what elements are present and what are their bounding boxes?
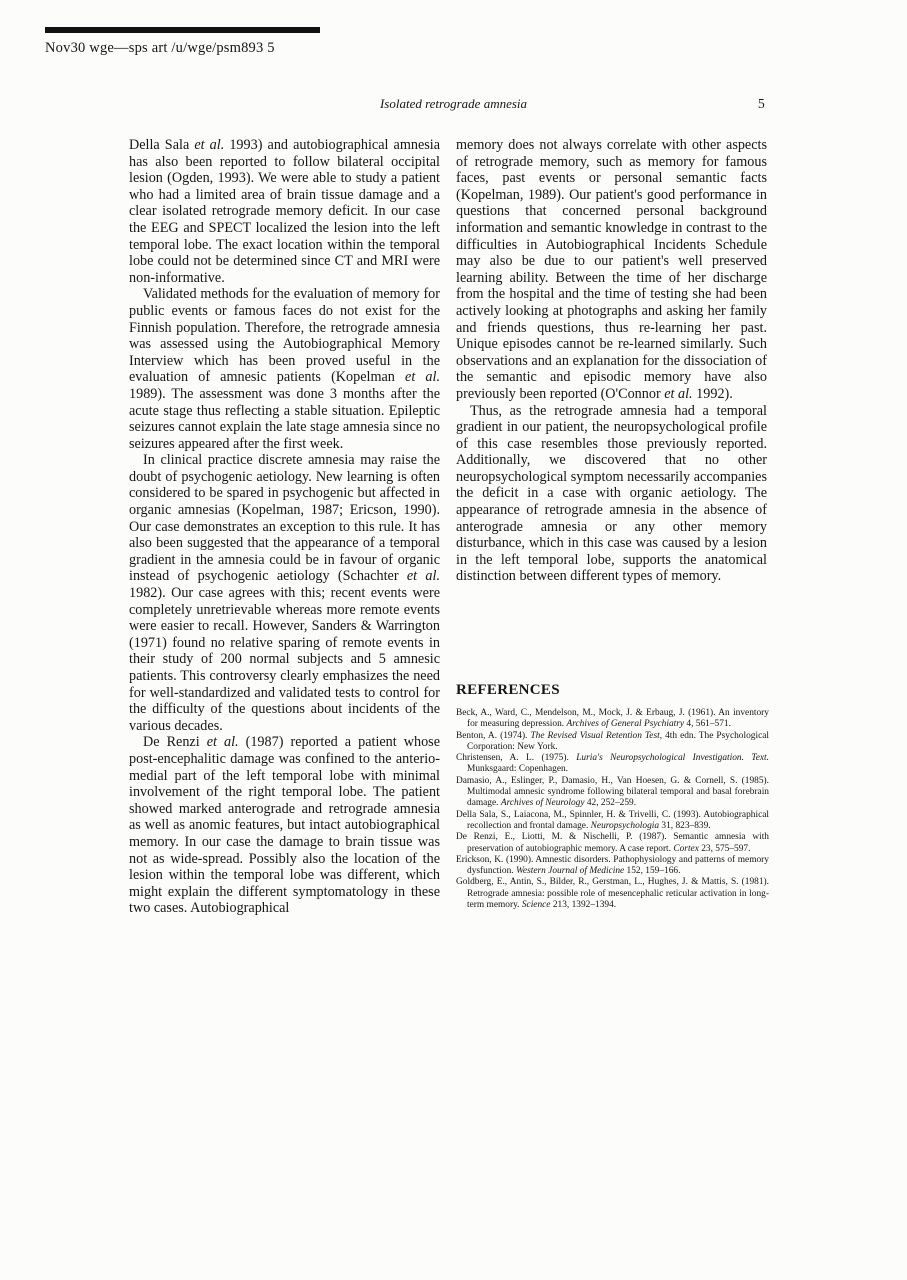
reference-text: 4, 561–571. xyxy=(684,719,731,730)
paragraph-italic-text: et al. xyxy=(194,137,225,153)
reference-text: 213, 1392–1394. xyxy=(550,900,617,911)
paragraph-text: memory does not always correlate with other aspects of retrograde memory, such as memory for famous faces, past events or personal semantic facts (Kopelman, 1989). Our patient's good performance in questions that concerned personal background information and semantic knowledge in contrast to the difficulties in Autobiographical Incidents Schedule may also be due to our patient's well preserved learning ability. Between the time of her discharge from the hospital and the time of testing she had been actively looking at photographs and asking her family and friends questions, thus re-learning her past. Unique episodes cannot be re-learned similarly. Such observations and an explanation for the dissociation of the semantic and episodic memory have also previously been reported (O'Connor xyxy=(456,137,767,402)
references-list xyxy=(456,708,769,911)
reference-italic-text: The Revised Visual Retention Test xyxy=(530,730,660,741)
reference-italic-text: Cortex xyxy=(673,843,699,854)
reference-entry xyxy=(456,877,769,911)
reference-text: Erickson, K. (1990). Amnestic disorders. Pathophysiology and patterns of memory dysfunction. xyxy=(456,854,769,877)
left-column xyxy=(129,137,440,917)
paragraph-text: Validated methods for the evaluation of memory for public events or famous faces do not exist for the Finnish population. Therefore, the retrograde amnesia was assessed using the Autobiographical Memory Interview which has been proved useful in the evaluation of amnesic patients (Kopelman xyxy=(129,286,440,386)
reference-text: , 4th edn. The Psychological Corporation: New York. xyxy=(467,730,769,752)
reference-entry xyxy=(456,731,769,754)
body-paragraph xyxy=(456,403,767,586)
paragraph-text: Thus, as the retrograde amnesia had a temporal gradient in our patient, the neuropsychological profile of this case resembles those previously reported. Additionally, we discovered that no other neuropsychological symptom necessarily accompanies the deficit in a case with organic aetiology. The appearance of retrograde amnesia in the absence of anterograde amnesia or any other memory disturbance, which in this case was caused by a lesion in the left temporal lobe, supports the anatomical distinction between different types of memory. xyxy=(456,402,767,585)
reference-text: Benton, A. (1974). xyxy=(456,730,531,741)
references-heading: REFERENCES xyxy=(456,682,560,698)
reference-entry xyxy=(456,810,769,833)
body-paragraph xyxy=(129,734,440,917)
reference-entry xyxy=(456,708,769,731)
body-paragraph xyxy=(129,286,440,452)
reference-text: Della Sala, S., Laiacona, M., Spinnler, H. & Trivelli, C. (1993). Autobiographical recollection and frontal damage. xyxy=(456,809,769,831)
reference-italic-text: Luria's Neuropsychological Investigation. Text. xyxy=(576,753,769,764)
reference-entry xyxy=(456,776,769,810)
reference-text: Beck, A., Ward, C., Mendelson, M., Mock, J. & Erbaug, J. (1961). An inventory for measuring depression. xyxy=(456,708,769,730)
paragraph-italic-text: et al. xyxy=(405,369,440,386)
file-path-header: Nov30 wge—sps art /u/wge/psm893 5 xyxy=(45,40,275,56)
reference-text: Goldberg, E., Antin, S., Bilder, R., Gerstman, L., Hughes, J. & Mattis, S. (1981). Retrograde amnesia: possible role of mesencephalic reticular activation in long-term memory. xyxy=(456,877,769,911)
reference-text: Damasio, A., Eslinger, P., Damasio, H., Van Hoesen, G. & Cornell, S. (1985). Multimodal amnesic syndrome following bilateral temporal and basal forebrain damage. xyxy=(456,775,769,809)
reference-text: Christensen, A. L. (1975). xyxy=(456,753,577,764)
reference-text: Munksgaard: Copenhagen. xyxy=(467,764,569,775)
reference-text: 31, 823–839. xyxy=(659,820,711,831)
paragraph-text: In clinical practice discrete amnesia may raise the doubt of psychogenic aetiology. New learning is often considered to be spared in psychogenic but affected in organic amnesias (Kopelman, 1987; Ericson, 1990). Our case demonstrates an exception to this rule. It has also been suggested that the appearance of a temporal gradient in the amnesia could be in favour of organic instead of psychogenic aetiology (Schachter xyxy=(129,452,440,585)
reference-italic-text: Western Journal of Medicine xyxy=(515,866,625,877)
paragraph-text: 1989). The assessment was done 3 months after the acute stage thus reflecting a stable situation. Epileptic seizures cannot explain the late stage amnesia since no seizures appeared after the first week. xyxy=(129,385,440,452)
reference-entry xyxy=(456,855,769,878)
paragraph-text: (1987) reported a patient whose post-encephalitic damage was confined to the anterio-medial part of the left temporal lobe with minimal involvement of the right temporal lobe. The patient showed marked anterograde and retrograde amnesia as well as anomic features, but intact autobiographical memory. In our case the damage to brain tissue was not as wide-spread. Possibly also the location of the lesion within the temporal lobe was different, which might explain the different symptomatology in these two cases. Autobiographical xyxy=(129,734,440,917)
page-number: 5 xyxy=(758,96,765,111)
reference-italic-text: Science xyxy=(521,900,551,911)
reference-text: 23, 575–597. xyxy=(698,843,751,854)
right-column xyxy=(456,137,767,585)
reference-italic-text: Archives of General Psychiatry xyxy=(566,719,685,730)
running-title: Isolated retrograde amnesia xyxy=(379,96,528,111)
paragraph-italic-text: et al. xyxy=(664,385,693,402)
reference-text: 152, 159–166. xyxy=(624,866,681,877)
paragraph-text: De Renzi xyxy=(143,734,207,751)
body-paragraph xyxy=(129,137,440,286)
reference-entry xyxy=(456,753,769,776)
paragraph-text: 1982). Our case agrees with this; recent events were completely unretrievable whereas more remote events were easier to recall. However, Sanders & Warrington (1971) found no relative sparing of remote events in their study of 200 normal subjects and 5 amnesic patients. This controversy clearly emphasizes the need for well-standardized and validated tests to control for the difficulty of the questions about incidents of the various decades. xyxy=(129,585,440,734)
reference-italic-text: Neuropsychologia xyxy=(590,820,660,831)
paragraph-italic-text: et al. xyxy=(206,734,239,751)
body-paragraph xyxy=(456,137,767,403)
paragraph-text: 1992). xyxy=(692,385,733,402)
reference-entry xyxy=(456,832,769,855)
paragraph-text: Della Sala xyxy=(129,137,195,153)
reference-italic-text: Archives of Neurology xyxy=(500,798,585,809)
reference-text: De Renzi, E., Liotti, M. & Nischelli, P. (1987). Semantic amnesia with preservation of autobiographic memory. A case report. xyxy=(456,832,769,854)
reference-text: 42, 252–259. xyxy=(584,798,637,809)
top-rule xyxy=(45,27,320,33)
paragraph-italic-text: et al. xyxy=(406,568,440,585)
body-paragraph xyxy=(129,452,440,734)
paragraph-text: 1993) and autobiographical amnesia has also been reported to follow bilateral occipital lesion (Ogden, 1993). We were able to study a patient who had a limited area of brain tissue damage and a clear isolated retrograde memory deficit. In our case the EEG and SPECT localized the lesion into the left temporal lobe. The exact location within the temporal lobe could not be determined since CT and MRI were non-informative. xyxy=(129,137,441,286)
